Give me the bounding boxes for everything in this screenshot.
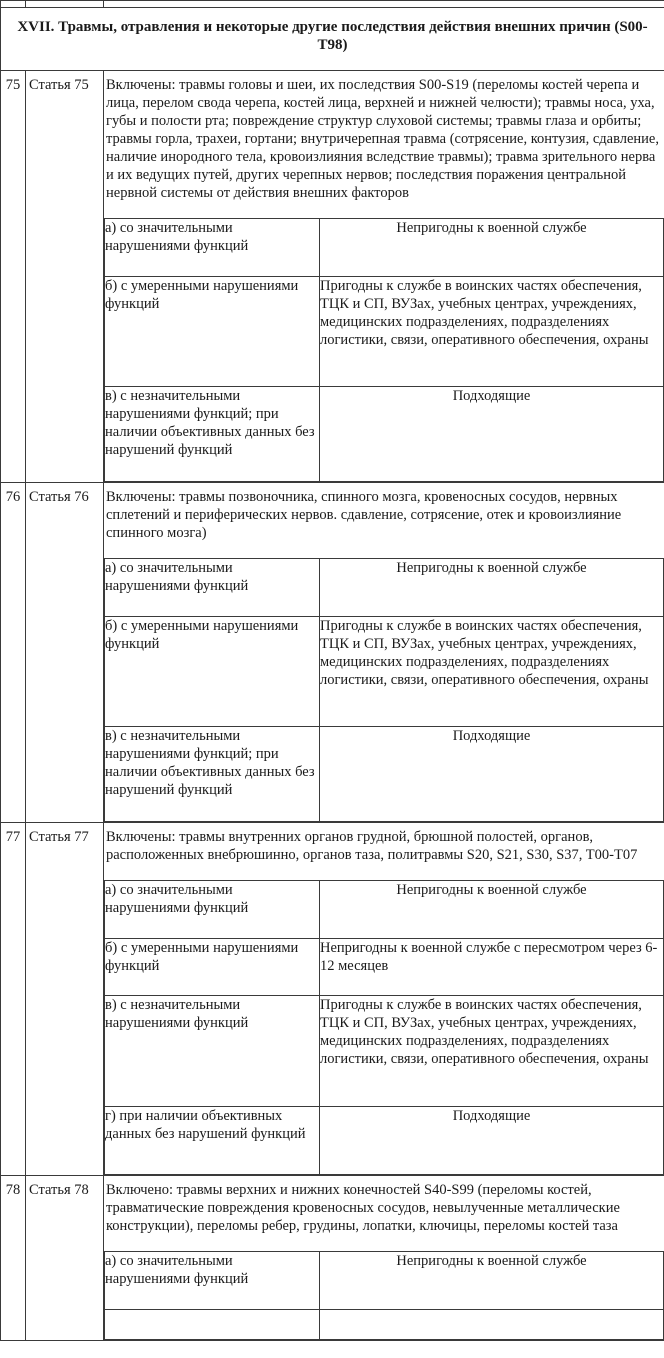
article-row — [1, 71, 664, 483]
condition-table — [104, 218, 664, 482]
condition-text: в) с незначительными нарушениями функций; при наличии объективных данных без нарушений функций — [105, 727, 320, 822]
article-number: 77 — [1, 823, 26, 1176]
condition-text: а) со значительными нарушениями функций — [105, 1252, 320, 1310]
article-description: Включены: травмы головы и шеи, их последствия S00-S19 (переломы костей черепа и лица, перелом свода черепа, костей лица, верхней и нижней челюсти); травмы носа, уха, губы и полости рта; повреждение структур слуховой системы; травмы глаза и орбиты; травмы горла, трахеи, гортани; внутричерепная травма (сотрясение, контузия, сдавление, наличие инородного тела, кровоизлияния вследствие травмы); травма зрительного нерва и их ведущих путей, других черепных нервов; последствия поражения центральной нервной системы от действия внешних факторов — [106, 77, 659, 201]
fitness-verdict: Подходящие — [320, 1107, 664, 1175]
fitness-verdict: Непригодны к военной службе — [320, 881, 664, 939]
article-row — [1, 823, 664, 1176]
condition-text: б) с умеренными нарушениями функций — [105, 617, 320, 727]
fitness-verdict: Пригодны к службе в воинских частях обеспечения, ТЦК и СП, ВУЗах, учебных центрах, учреждениях, медицинских подразделениях, подразделениях логистики, связи, оперативного обеспечения, охраны — [320, 996, 664, 1107]
article-number: 75 — [1, 71, 26, 483]
article-content — [104, 823, 664, 1176]
section-header-row — [1, 8, 664, 71]
condition-text: а) со значительными нарушениями функций — [105, 559, 320, 617]
article-description: Включены: травмы внутренних органов грудной, брюшной полостей, органов, расположенных внебрюшинно, органов таза, политравмы S20, S21, S30, S37, T00-T07 — [106, 829, 638, 863]
top-spacer-row — [1, 1, 664, 8]
fitness-verdict: Пригодны к службе в воинских частях обеспечения, ТЦК и СП, ВУЗах, учебных центрах, учреждениях, медицинских подразделениях, подразделениях логистики, связи, оперативного обеспечения, охраны — [320, 617, 664, 727]
article-label: Статья 76 — [26, 483, 104, 823]
condition-text — [105, 1310, 320, 1340]
fitness-verdict: Пригодны к службе в воинских частях обеспечения, ТЦК и СП, ВУЗах, учебных центрах, учреждениях, медицинских подразделениях, подразделениях логистики, связи, оперативного обеспечения, охраны — [320, 277, 664, 387]
article-content — [104, 483, 664, 823]
condition-text: а) со значительными нарушениями функций — [105, 219, 320, 277]
article-row — [1, 1176, 664, 1341]
fitness-verdict: Непригодны к военной службе — [320, 1252, 664, 1310]
condition-table — [104, 558, 664, 822]
condition-text: в) с незначительными нарушениями функций — [105, 996, 320, 1107]
condition-row — [105, 387, 664, 482]
condition-text: г) при наличии объективных данных без нарушений функций — [105, 1107, 320, 1175]
fitness-verdict: Непригодны к военной службе — [320, 219, 664, 277]
condition-row — [105, 939, 664, 996]
article-row — [1, 483, 664, 823]
condition-row — [105, 559, 664, 617]
article-description: Включено: травмы верхних и нижних конечностей S40-S99 (переломы костей, травматические повреждения кровеносных сосудов, невылученные металлические конструкции), переломы ребер, грудины, лопатки, ключицы, переломы костей таза — [106, 1182, 620, 1234]
condition-row — [105, 1107, 664, 1175]
condition-table — [104, 1251, 664, 1340]
fitness-verdict: Непригодны к военной службе — [320, 559, 664, 617]
fitness-verdict: Подходящие — [320, 387, 664, 482]
condition-row — [105, 727, 664, 822]
fitness-verdict: Подходящие — [320, 727, 664, 822]
article-description: Включены: травмы позвоночника, спинного мозга, кровеносных сосудов, нервных сплетений и периферических нервов. сдавление, сотрясение, отек и кровоизлияние спинного мозга) — [106, 489, 622, 541]
condition-table — [104, 880, 664, 1175]
article-content — [104, 1176, 664, 1341]
article-number: 76 — [1, 483, 26, 823]
article-label: Статья 75 — [26, 71, 104, 483]
condition-row — [105, 277, 664, 387]
fitness-verdict: Непригодны к военной службе с пересмотром через 6-12 месяцев — [320, 939, 664, 996]
fitness-verdict — [320, 1310, 664, 1340]
condition-text: а) со значительными нарушениями функций — [105, 881, 320, 939]
condition-row — [105, 617, 664, 727]
condition-row — [105, 1310, 664, 1340]
condition-row — [105, 219, 664, 277]
article-number: 78 — [1, 1176, 26, 1341]
section-title: XVII. Травмы, отравления и некоторые другие последствия действия внешних причин (S00-T98) — [1, 8, 664, 71]
condition-text: б) с умеренными нарушениями функций — [105, 277, 320, 387]
condition-row — [105, 881, 664, 939]
condition-text: б) с умеренными нарушениями функций — [105, 939, 320, 996]
article-label: Статья 77 — [26, 823, 104, 1176]
condition-row — [105, 996, 664, 1107]
condition-row — [105, 1252, 664, 1310]
condition-text: в) с незначительными нарушениями функций; при наличии объективных данных без нарушений функций — [105, 387, 320, 482]
article-content — [104, 71, 664, 483]
article-label: Статья 78 — [26, 1176, 104, 1341]
